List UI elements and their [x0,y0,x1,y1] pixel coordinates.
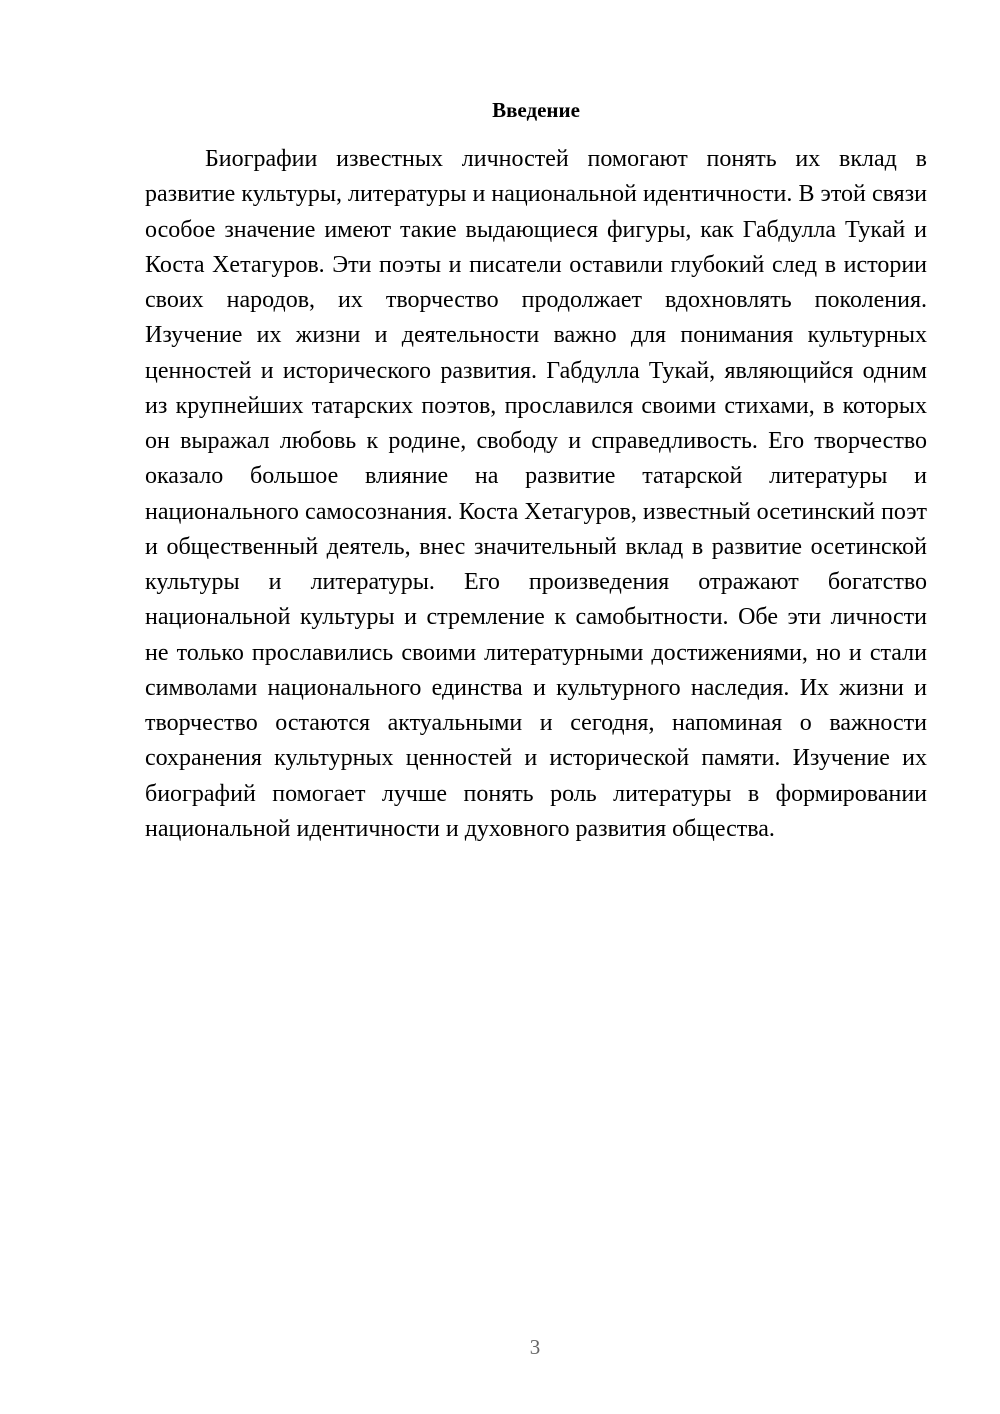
section-title: Введение [492,98,580,122]
body-paragraph: Биографии известных личностей помогают понять их вклад в развитие культуры, литературы и национальной идентичности. В этой связи особое значение имеют такие выдающиеся фигуры, как Габдулла Тукай и Коста Хетагуров. Эти поэты и писатели оставили глубокий след в истории своих народов, их творчество продолжает вдохновлять поколения. Изучение их жизни и деятельности важно для понимания культурных ценностей и исторического развития. Габдулла Тукай, являющийся одним из крупнейших татарских поэтов, прославился своими стихами, в которых он выражал любовь к родине, свободу и справедливость. Его творчество оказало большое влияние на развитие татарской литературы и национального самосознания. Коста Хетагуров, известный осетинский поэт и общественный деятель, внес значительный вклад в развитие осетинской культуры и литературы. Его произведения отражают богатство национальной культуры и стремление к самобытности. Обе эти личности не только прославились своими литературными достижениями, но и стали символами национального единства и культурного наследия. Их жизни и творчество остаются актуальными и сегодня, напоминая о важности сохранения культурных ценностей и исторической памяти. Изучение их биографий помогает лучше понять роль литературы в формировании национальной идентичности и духовного развития общества. [145,146,927,842]
page-number: 3 [529,1335,541,1359]
